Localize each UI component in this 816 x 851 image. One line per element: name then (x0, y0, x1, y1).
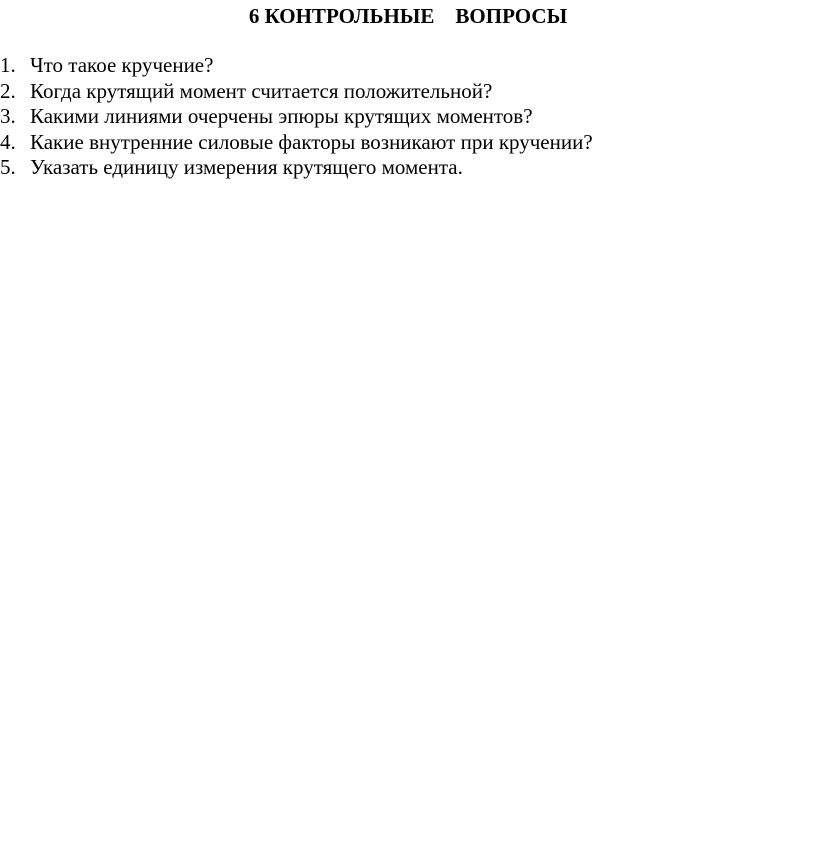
list-item (0, 104, 593, 130)
list-item-text: Указать единицу измерения крутящего момента. (30, 155, 463, 179)
list-item-number: 5. (0, 155, 16, 179)
list-item (0, 130, 593, 156)
list-item-number: 3. (0, 104, 16, 128)
section-title: 6 КОНТРОЛЬНЫЕ ВОПРОСЫ (248, 4, 568, 28)
list-item-text: Какими линиями очерчены эпюры крутящих моментов? (30, 104, 533, 128)
list-item-number: 4. (0, 129, 16, 154)
questions-list (0, 53, 593, 181)
list-item (0, 53, 593, 79)
list-item-text: Какие внутренние силовые факторы возникают при кручении? (30, 129, 593, 154)
list-item-text: Когда крутящий момент считается положительной? (30, 78, 493, 103)
list-item-number: 2. (0, 78, 16, 103)
list-item-number: 1. (0, 53, 16, 77)
list-item (0, 79, 593, 105)
list-item (0, 155, 593, 181)
list-item-text: Что такое кручение? (30, 53, 214, 77)
